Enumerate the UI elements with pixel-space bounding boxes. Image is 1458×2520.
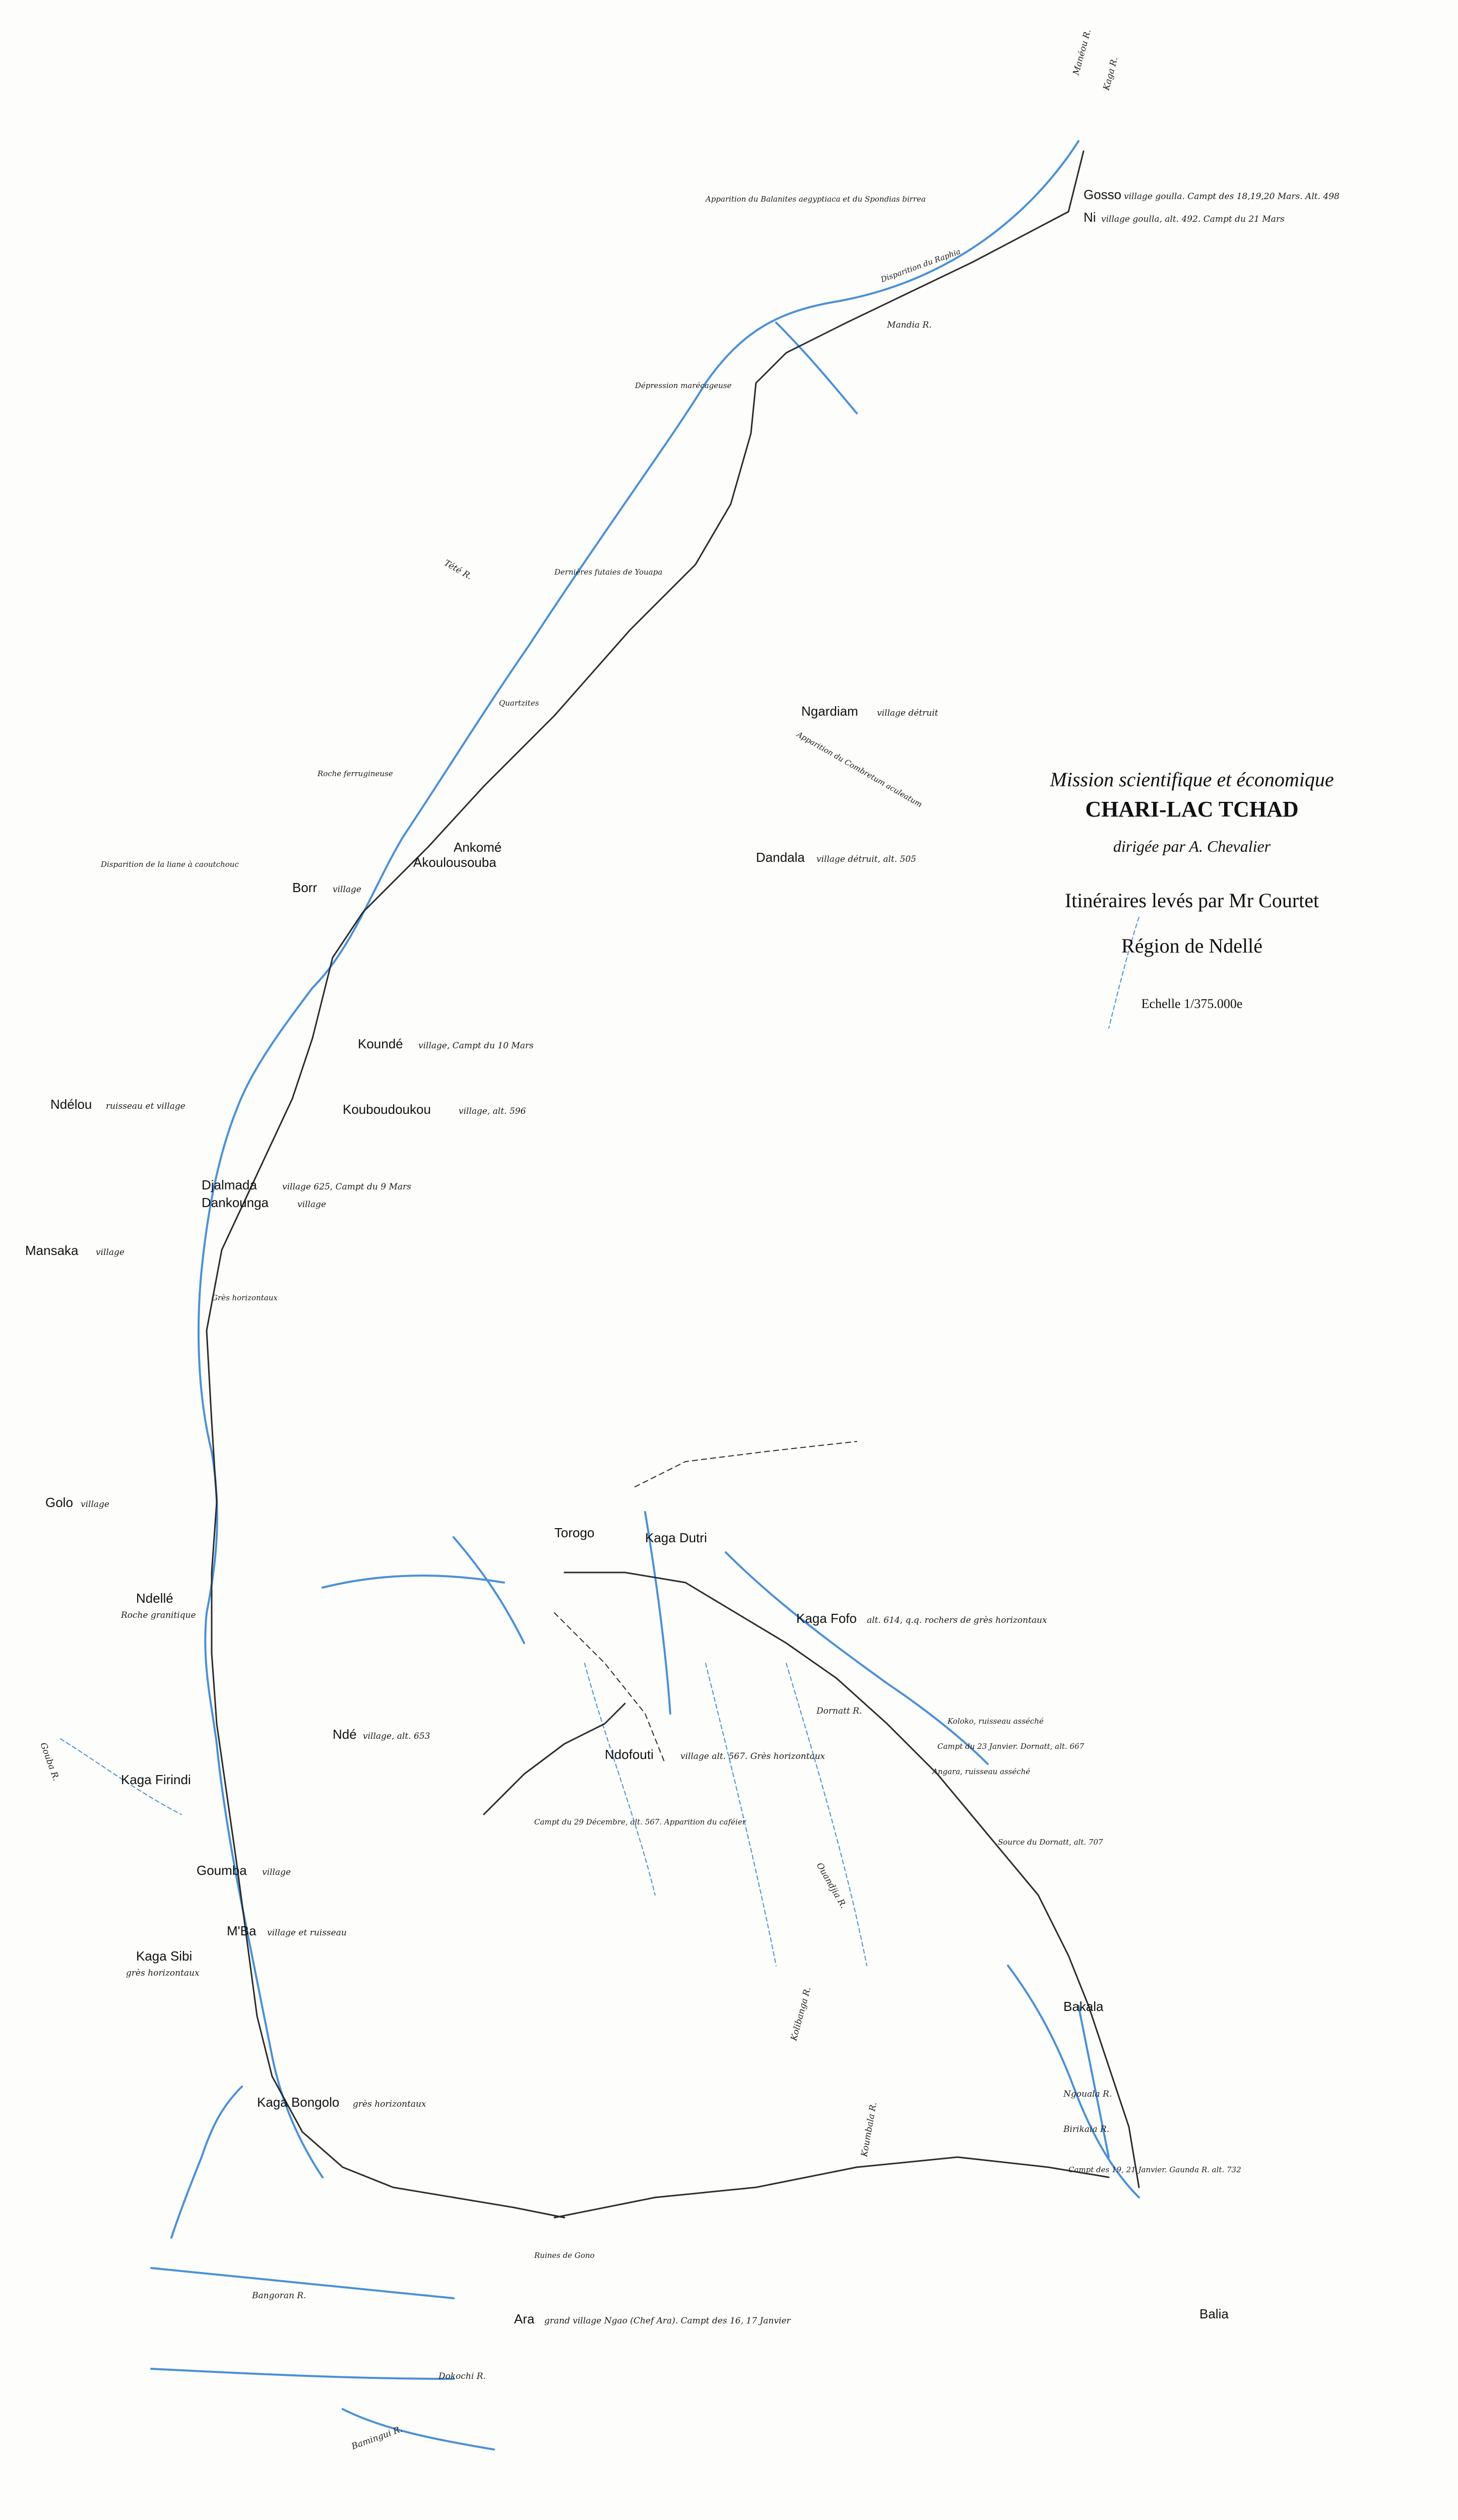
river-label-ouandjia: Ouandjia R. xyxy=(814,1861,849,1911)
place-bakala: Bakala xyxy=(1063,1999,1104,2014)
place-nde: Ndé xyxy=(333,1727,357,1742)
place-borr-note: village xyxy=(333,885,361,895)
place-ndofouti: Ndofouti xyxy=(605,1747,654,1762)
river-label-ngouala: Ngouala R. xyxy=(1063,2089,1112,2099)
note-koloko: Koloko, ruisseau asséché xyxy=(947,1717,1044,1726)
place-torogo: Torogo xyxy=(554,1525,595,1540)
note-quartzites: Quartzites xyxy=(499,699,539,708)
note-liane: Disparition de la liane à caoutchouc xyxy=(101,860,239,869)
place-ni-note: village goulla, alt. 492. Campt du 21 Mars xyxy=(1101,214,1285,224)
place-kaga-bongolo-note: grès horizontaux xyxy=(353,2099,426,2109)
place-kaga-sibi: Kaga Sibi xyxy=(136,1948,193,1964)
place-dankounga-note: village xyxy=(297,1200,326,1210)
place-mba: M'Ba xyxy=(227,1923,257,1938)
place-golo: Golo xyxy=(45,1495,73,1510)
place-mba-note: village et ruisseau xyxy=(267,1928,347,1938)
place-ara-note: grand village Ngao (Chef Ara). Campt des 16, 17 Janvier xyxy=(544,2316,791,2326)
river-label-birikaia: Birikaia R. xyxy=(1063,2124,1110,2134)
note-dornatt-camp: Campt du 23 Janvier. Dornatt, alt. 667 xyxy=(937,1742,1085,1751)
note-ruines-gono: Ruines de Gono xyxy=(534,2251,595,2260)
note-roche-ferrugineuse: Roche ferrugineuse xyxy=(318,769,393,778)
river-label-bangoran: Bangoran R. xyxy=(252,2291,306,2301)
place-ara: Ara xyxy=(514,2311,535,2326)
place-dandala-note: village détruit, alt. 505 xyxy=(816,854,916,864)
place-nde-note: village, alt. 653 xyxy=(363,1731,430,1741)
place-kouboudoukou-note: village, alt. 596 xyxy=(459,1106,526,1116)
place-dankounga: Dankounga xyxy=(202,1195,269,1210)
place-ngardiam-note: village détruit xyxy=(877,708,938,718)
place-akoulousouba: Akoulousouba xyxy=(413,855,496,870)
place-kaga-sibi-note: grès horizontaux xyxy=(126,1968,200,1978)
river-label-mandia: Mandia R. xyxy=(887,320,932,330)
title-line4: Itinéraires levés par Mr Courtet xyxy=(1064,889,1319,912)
place-mansaka: Mansaka xyxy=(25,1243,79,1258)
place-kouboudoukou: Kouboudoukou xyxy=(343,1102,431,1117)
place-golo-note: village xyxy=(81,1499,109,1509)
title-line2: CHARI-LAC TCHAD xyxy=(1085,797,1299,822)
place-kaga-bongolo: Kaga Bongolo xyxy=(257,2095,340,2110)
place-ndelou-note: ruisseau et village xyxy=(106,1101,185,1111)
note-gaunda-camp: Campt des 19, 21 Janvier. Gaunda R. alt. 732 xyxy=(1068,2165,1241,2174)
place-balia: Balia xyxy=(1199,2306,1229,2321)
place-kaga-dutri: Kaga Dutri xyxy=(645,1530,707,1545)
note-balanites: Apparition du Balanites aegyptiaca et du Spondias birrea xyxy=(706,195,926,204)
place-ngardiam: Ngardiam xyxy=(801,704,858,719)
place-mansaka-note: village xyxy=(96,1247,124,1257)
place-ndelou: Ndélou xyxy=(50,1097,92,1112)
place-gosso: Gosso xyxy=(1084,187,1122,202)
note-angara: Angara, ruisseau asséché xyxy=(932,1767,1031,1776)
place-goumba-note: village xyxy=(262,1867,291,1877)
river-label-dokochi: Dokochi R. xyxy=(438,2371,486,2381)
title-line5: Région de Ndellé xyxy=(1121,934,1262,957)
place-kaga-fofo-note: alt. 614, q.q. rochers de grès horizontaux xyxy=(867,1615,1047,1625)
place-goumba: Goumba xyxy=(197,1863,247,1878)
river-label-gouba: Gouba R. xyxy=(38,1741,61,1783)
place-kounde: Koundé xyxy=(358,1036,403,1051)
place-kounde-note: village, Campt du 10 Mars xyxy=(418,1041,534,1051)
river-label-maneou: Manéou R. xyxy=(1071,28,1093,77)
note-disparition-raphia: Disparition du Raphia xyxy=(879,246,962,284)
scale-label: Echelle 1/375.000e xyxy=(1141,996,1243,1011)
note-dornatt-source: Source du Dornatt, alt. 707 xyxy=(998,1838,1103,1847)
place-ankome: Ankomé xyxy=(454,840,502,855)
note-cafeier: Campt du 29 Décembre, alt. 567. Apparition du caféier xyxy=(534,1817,746,1826)
place-ndelle-note: Roche granitique xyxy=(121,1610,196,1620)
place-djalmada-note: village 625, Campt du 9 Mars xyxy=(282,1182,411,1192)
title-line3: dirigée par A. Chevalier xyxy=(1113,837,1271,855)
river-label-tete: Tété R. xyxy=(442,558,474,582)
place-ni: Ni xyxy=(1084,210,1096,225)
river-label-kaga: Kaga R. xyxy=(1101,55,1120,92)
place-ndelle: Ndellé xyxy=(136,1591,173,1606)
note-combretum: Apparition du Combretum aculeatum xyxy=(795,729,924,809)
note-depression: Dépression marécageuse xyxy=(635,381,732,390)
place-kaga-firindi: Kaga Firindi xyxy=(121,1772,191,1787)
note-gres-horizontaux: Grès horizontaux xyxy=(212,1293,278,1302)
river-label-dornatt: Dornatt R. xyxy=(816,1706,862,1716)
note-futaies: Dernières futaies de Youapa xyxy=(554,568,663,577)
place-borr: Borr xyxy=(292,880,318,895)
river-label-koumbala: Koumbala R. xyxy=(859,2101,879,2158)
place-gosso-note: village goulla. Campt des 18,19,20 Mars. Alt. 498 xyxy=(1124,192,1340,202)
place-djalmada: Djalmada xyxy=(202,1177,257,1192)
title-line1: Mission scientifique et économique xyxy=(1050,768,1334,791)
place-kaga-fofo: Kaga Fofo xyxy=(796,1611,857,1626)
place-ndofouti-note: village alt. 567. Grès horizontaux xyxy=(680,1751,826,1761)
river-label-bamingui: Bamingui R. xyxy=(350,2424,404,2452)
river-label-kolibanga: Kolibanga R. xyxy=(789,1985,813,2042)
place-dandala: Dandala xyxy=(756,850,805,865)
